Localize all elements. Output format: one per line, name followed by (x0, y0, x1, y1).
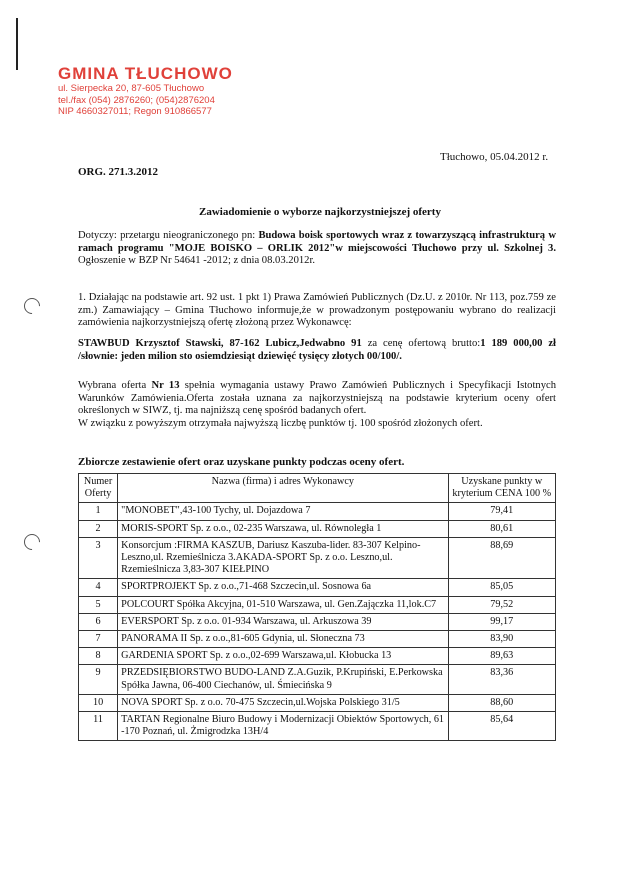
contractor-cell: NOVA SPORT Sp. z o.o. 70-475 Szczecin,ul.Wojska Polskiego 31/5 (118, 694, 448, 711)
table-row (79, 648, 556, 665)
offers-table (78, 473, 556, 741)
offer-number-cell: 4 (79, 579, 118, 596)
stamp-address: ul. Sierpecka 20, 87-605 Tłuchowo (58, 83, 205, 94)
selected-offer-number: Nr 13 (151, 380, 180, 391)
stamp-name: GMINA TŁUCHOWO (58, 64, 233, 83)
table-title: Zbiorcze zestawienie ofert oraz uzyskane punkty podczas oceny ofert. (78, 456, 405, 468)
offer-number-cell: 11 (79, 712, 118, 741)
winner-price: 1 189 000,00 zł /słownie: jeden milion sto osiemdziesiąt dziewięć tysięcy złotych 00/100/. (78, 338, 556, 362)
document-title: Zawiadomienie o wyborze najkorzystniejszej oferty (199, 206, 441, 218)
offer-number-cell: 7 (79, 631, 118, 648)
points-cell: 79,41 (448, 503, 555, 520)
points-cell: 88,60 (448, 694, 555, 711)
offer-number-cell: 1 (79, 503, 118, 520)
header-contractor: Nazwa (firma) i adres Wykonawcy (118, 474, 448, 503)
points-cell: 83,90 (448, 631, 555, 648)
subject-bold: Budowa boisk sportowych wraz z towarzyszącą infrastrukturą w ramach programu "MOJE BOISKO – ORLIK 2012"w miejscowości Tłuchowo przy ul. Szkolnej 3. (78, 230, 556, 254)
points-cell: 85,05 (448, 579, 555, 596)
subject-suffix: Ogłoszenie w BZP Nr 54641 -2012; z dnia 08.03.2012r. (78, 255, 316, 267)
table-row (79, 665, 556, 694)
offer-number-cell: 10 (79, 694, 118, 711)
contractor-cell: MORIS-SPORT Sp. z o.o., 02-235 Warszawa, ul. Równoległa 1 (118, 520, 448, 537)
points-cell: 88,69 (448, 537, 555, 579)
contractor-cell: Konsorcjum :FIRMA KASZUB, Dariusz Kaszuba-lider. 83-307 Kelpino-Leszno,ul. Rzemieślnicza 3.AKADA-SPORT Sp. z o.o. Leszno,ul. Rzemieślnicza 3,83-307 KIEŁPINO (118, 537, 448, 579)
selection-text-3: W związku z powyższym otrzymała najwyższą liczbę punktów tj. 100 spośród złożonych ofert. (78, 417, 483, 429)
selection-paragraph (78, 380, 556, 430)
table-row (79, 537, 556, 579)
contractor-cell: GARDENIA SPORT Sp. z o.o.,02-699 Warszawa,ul. Kłobucka 13 (118, 648, 448, 665)
contractor-cell: EVERSPORT Sp. z o.o. 01-934 Warszawa, ul. Arkuszowa 39 (118, 613, 448, 630)
header-offer-number: Numer Oferty (79, 474, 118, 503)
table-row (79, 613, 556, 630)
offer-number-cell: 3 (79, 537, 118, 579)
legal-basis-paragraph: 1. Działając na podstawie art. 92 ust. 1 pkt 1) Prawa Zamówień Publicznych (Dz.U. z 2010r. Nr 113, poz.759 ze zm.) Zamawiający – Gmina Tłuchowo informuje,że w prowadzonym postępowaniu wybrano do realizacji zamówienia najkorzystniejszą ofertę złożoną przez Wykonawcę: (78, 292, 556, 329)
points-cell: 80,61 (448, 520, 555, 537)
table-row (79, 694, 556, 711)
points-cell: 99,17 (448, 613, 555, 630)
table-row (79, 712, 556, 741)
selection-text-1: Wybrana oferta (78, 380, 152, 391)
offer-number-cell: 2 (79, 520, 118, 537)
table-header-row (79, 474, 556, 503)
subject-prefix: Dotyczy: przetargu nieograniczonego pn: (78, 230, 259, 241)
offer-number-cell: 5 (79, 596, 118, 613)
punch-hole-mark (21, 531, 44, 554)
stamp-phone: tel./fax (054) 2876260; (054)2876204 (58, 94, 215, 106)
winner-name: STAWBUD Krzysztof Stawski, 87-162 Lubicz,Jedwabno 91 (78, 338, 362, 349)
offer-number-cell: 6 (79, 613, 118, 630)
reference-number: ORG. 271.3.2012 (78, 166, 159, 178)
points-cell: 85,64 (448, 712, 555, 741)
table-row (79, 631, 556, 648)
points-cell: 89,63 (448, 648, 555, 665)
table-row (79, 503, 556, 520)
subject-paragraph (78, 230, 556, 268)
contractor-cell: POLCOURT Spółka Akcyjna, 01-510 Warszawa, ul. Gen.Zajączka 11,lok.C7 (118, 596, 448, 613)
table-row (79, 579, 556, 596)
document-date: Tłuchowo, 05.04.2012 r. (440, 151, 549, 163)
offer-number-cell: 9 (79, 665, 118, 694)
contractor-cell: PRZEDSIĘBIORSTWO BUDO-LAND Z.A.Guzik, P.Krupiński, E.Perkowska Spółka Jawna, 06-400 Ciechanów, ul. Śmiecińska 9 (118, 665, 448, 694)
winner-paragraph (78, 338, 556, 363)
points-cell: 79,52 (448, 596, 555, 613)
margin-line (16, 18, 18, 70)
punch-hole-mark (21, 295, 44, 318)
header-points: Uzyskane punkty w kryterium CENA 100 % (448, 474, 555, 503)
stamp-nip: NIP 4660327011; Regon 910866577 (58, 106, 212, 117)
table-row (79, 520, 556, 537)
contractor-cell: PANORAMA II Sp. z o.o.,81-605 Gdynia, ul. Słoneczna 73 (118, 631, 448, 648)
contractor-cell: TARTAN Regionalne Biuro Budowy i Modernizacji Obiektów Sportowych, 61 -170 Poznań, ul. Żmigrodzka 13H/4 (118, 712, 448, 741)
contractor-cell: "MONOBET",43-100 Tychy, ul. Dojazdowa 7 (118, 503, 448, 520)
contractor-cell: SPORTPROJEKT Sp. z o.o.,71-468 Szczecin,ul. Sosnowa 6a (118, 579, 448, 596)
points-cell: 83,36 (448, 665, 555, 694)
municipality-stamp (58, 64, 258, 118)
winner-price-label: za cenę ofertową brutto: (361, 338, 481, 349)
offer-number-cell: 8 (79, 648, 118, 665)
table-row (79, 596, 556, 613)
selection-text-2: spełnia wymagania ustawy Prawo Zamówień Publicznych i Specyfikacji Istotnych Warunków Zamówienia.Oferta została uznana za najkorzystniejszą na podstawie kryterium oceny ofert określonych w SIWZ, tj. ma najniższą cenę spośród badanych ofert. (78, 380, 557, 417)
